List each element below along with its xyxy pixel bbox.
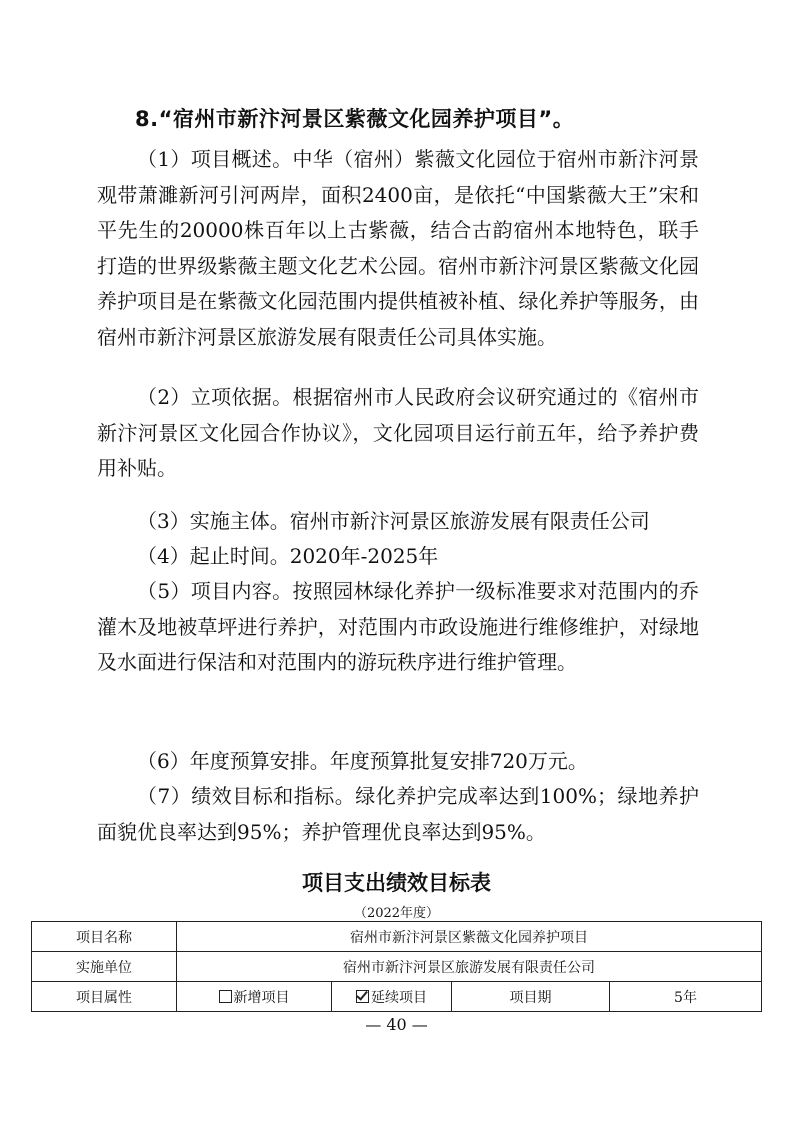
paragraph-basis: （2）立项依据。根据宿州市人民政府会议研究通过的《宿州市新汴河景区文化园合作协议》，文化园项目运行前五年，给予养护费用补贴。 [97,385,699,481]
paragraph-targets: （7）绩效目标和指标。绿化养护完成率达到100%；绿地养护面貌优良率达到95%；养护管理优良率达到95%。 [97,784,699,844]
table-title: 项目支出绩效目标表 [302,871,491,895]
project-attribute-label: 项目属性 [32,982,177,1012]
paragraph-period: （4）起止时间。2020年-2025年 [137,544,439,568]
table-year: （2022年度） [353,906,440,921]
table-row [32,922,762,952]
performance-goal-table [31,921,762,1012]
implementer-label: 实施单位 [32,952,177,982]
attribute-continue-label: 延续项目 [371,989,427,1006]
attribute-new-cell [177,982,332,1012]
project-name-value: 宿州市新汴河景区紫薇文化园养护项目 [177,922,762,952]
implementer-value: 宿州市新汴河景区旅游发展有限责任公司 [177,952,762,982]
period-value: 5年 [610,982,762,1012]
section-heading: 8.“宿州市新汴河景区紫薇文化园养护项目”。 [135,107,575,131]
attribute-new-label: 新增项目 [233,989,290,1006]
paragraph-overview: （1）项目概述。中华（宿州）紫薇文化园位于宿州市新汴河景观带萧濉新河引河两岸，面积2400亩，是依托“中国紫薇大王”宋和平先生的20000株百年以上古紫薇，结合古韵宿州本地特色，联手打造的世界级紫薇主题文化艺术公园。宿州市新汴河景区紫薇文化园养护项目是在紫薇文化园范围内提供植被补植、绿化养护等服务，由宿州市新汴河景区旅游发展有限责任公司具体实施。 [97,147,699,349]
attribute-continue-cell [332,982,452,1012]
page-number: — 40 — [365,1015,428,1034]
paragraph-content: （5）项目内容。按照园林绿化养护一级标准要求对范围内的乔灌木及地被草坪进行养护，对范围内市政设施进行维修维护，对绿地及水面进行保洁和对范围内的游玩秩序进行维护管理。 [97,579,699,675]
table-row [32,982,762,1012]
checked-box-icon [356,990,369,1003]
project-name-label: 项目名称 [32,922,177,952]
period-label: 项目期 [452,982,610,1012]
unchecked-box-icon [219,990,232,1003]
paragraph-budget: （6）年度预算安排。年度预算批复安排720万元。 [137,749,588,773]
table-row [32,952,762,982]
paragraph-implementer: （3）实施主体。宿州市新汴河景区旅游发展有限责任公司 [137,509,650,533]
